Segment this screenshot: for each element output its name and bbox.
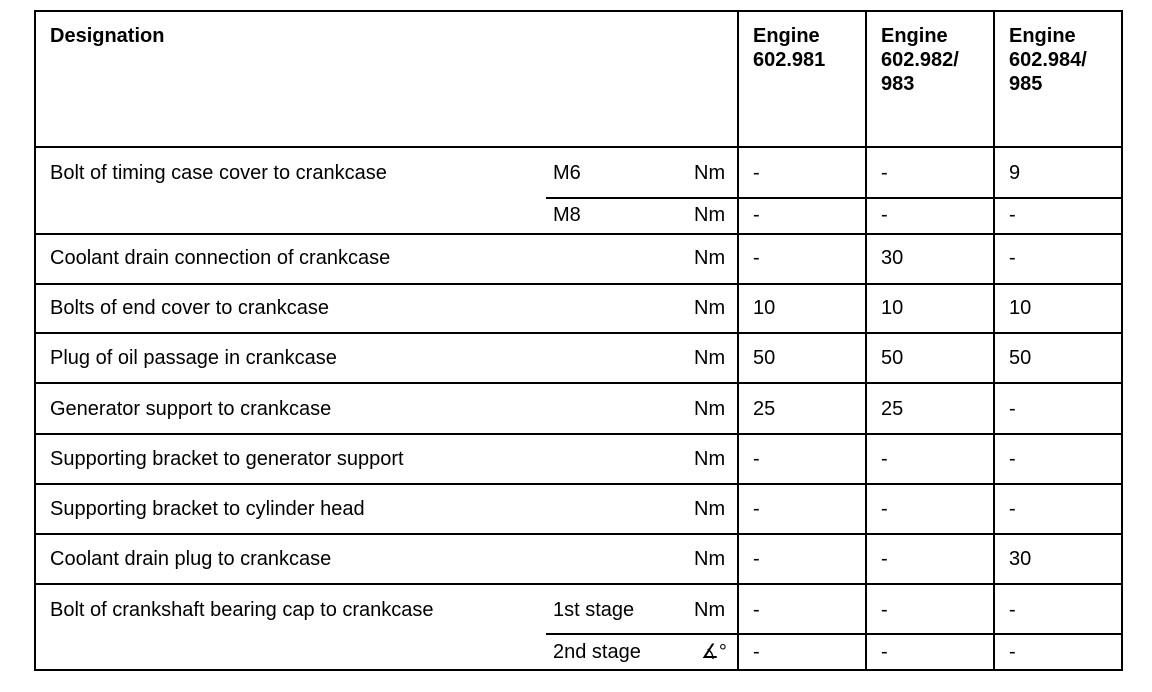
engine-header-1: Engine 602.981 [753,25,826,71]
value-cell: - [753,247,760,269]
row-divider [36,283,1121,285]
value-cell: 50 [881,347,904,369]
row-divider [36,382,1121,384]
row-divider [36,146,1121,148]
value-cell: - [1009,498,1016,520]
value-cell: - [753,448,760,470]
unit-cell: Nm [694,162,726,184]
designation-cell: Generator support to crankcase [50,398,332,420]
value-cell: - [881,641,888,663]
spec-cell: M6 [553,162,581,184]
row-divider [36,332,1121,334]
value-cell: 10 [1009,297,1032,319]
value-cell: - [1009,247,1016,269]
column-divider [993,12,995,669]
designation-cell: Plug of oil passage in crankcase [50,347,337,369]
value-cell: 25 [753,398,776,420]
row-divider [36,433,1121,435]
value-cell: - [1009,448,1016,470]
value-cell: - [753,498,760,520]
value-cell: - [1009,599,1016,621]
column-divider [737,12,739,669]
spec-cell: 2nd stage [553,641,641,663]
row-divider [36,533,1121,535]
row-divider [36,233,1121,235]
value-cell: - [881,204,888,226]
torque-specification-table [34,10,1123,671]
unit-cell: Nm [694,347,726,369]
row-divider [546,197,1121,199]
value-cell: 10 [881,297,904,319]
unit-cell: Nm [694,204,726,226]
unit-cell: Nm [694,498,726,520]
value-cell: - [881,498,888,520]
unit-cell: Nm [694,548,726,570]
value-cell: 30 [881,247,904,269]
designation-cell: Bolts of end cover to crankcase [50,297,330,319]
value-cell: - [753,548,760,570]
designation-header: Designation [50,25,165,47]
designation-cell: Coolant drain plug to crankcase [50,548,332,570]
value-cell: - [1009,398,1016,420]
spec-cell: 1st stage [553,599,635,621]
row-divider [36,483,1121,485]
unit-cell: Nm [694,398,726,420]
value-cell: - [753,641,760,663]
value-cell: - [881,162,888,184]
value-cell: - [881,599,888,621]
value-cell: 50 [1009,347,1032,369]
row-divider [546,633,1121,635]
designation-cell: Supporting bracket to generator support [50,448,404,470]
row-divider [36,583,1121,585]
designation-cell: Coolant drain connection of crankcase [50,247,391,269]
value-cell: 30 [1009,548,1032,570]
unit-cell: Nm [694,247,726,269]
engine-header-2: Engine 602.982/ 983 [881,25,959,95]
designation-cell: Bolt of timing case cover to crankcase [50,162,387,184]
value-cell: - [1009,641,1016,663]
column-divider [865,12,867,669]
engine-header-3: Engine 602.984/ 985 [1009,25,1087,95]
unit-cell: Nm [694,297,726,319]
value-cell: - [881,448,888,470]
value-cell: 9 [1009,162,1021,184]
unit-cell: Nm [694,599,726,621]
unit-cell: Nm [694,448,726,470]
value-cell: 10 [753,297,776,319]
value-cell: - [753,204,760,226]
angle-unit-cell: ∡° [701,641,727,663]
value-cell: - [1009,204,1016,226]
value-cell: - [881,548,888,570]
designation-cell: Bolt of crankshaft bearing cap to crankcase [50,599,434,621]
designation-cell: Supporting bracket to cylinder head [50,498,365,520]
value-cell: - [753,599,760,621]
value-cell: 50 [753,347,776,369]
value-cell: - [753,162,760,184]
value-cell: 25 [881,398,904,420]
spec-cell: M8 [553,204,581,226]
